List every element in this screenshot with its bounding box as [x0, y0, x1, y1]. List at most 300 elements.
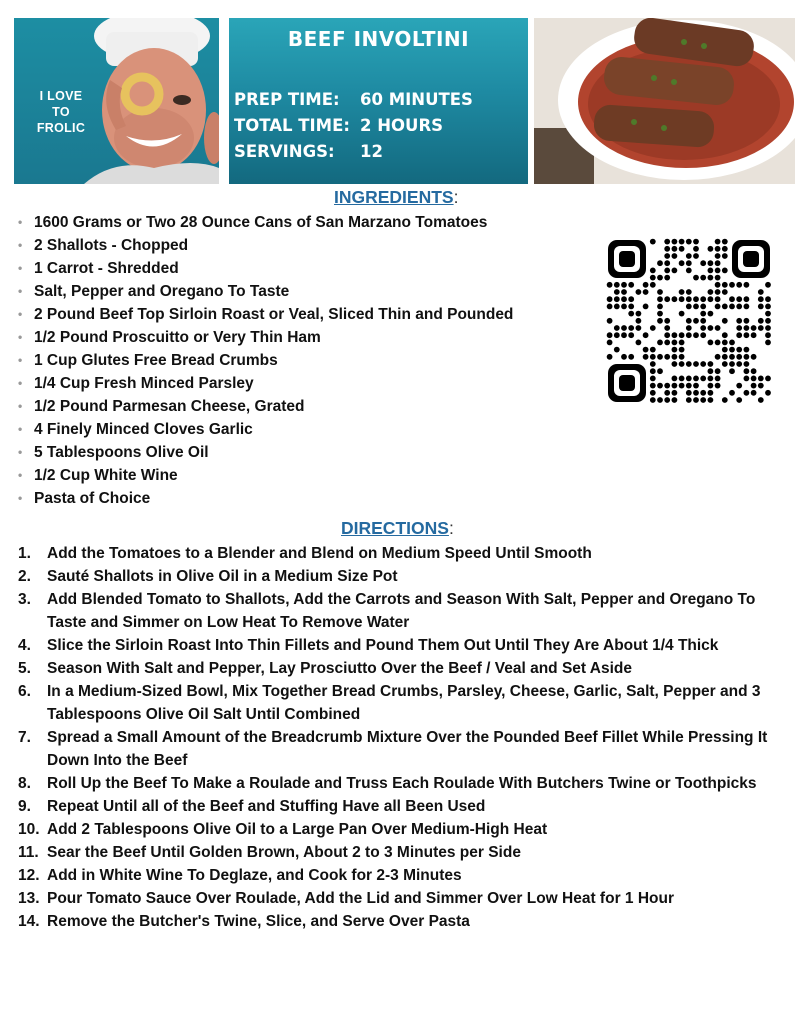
direction-step: 14. Remove the Butcher's Twine, Slice, and Serve Over Pasta [18, 913, 470, 930]
qr-module [664, 275, 670, 281]
qr-module [744, 332, 750, 338]
direction-step: 12. Add in White Wine To Deglaze, and Cook for 2-3 Minutes [18, 867, 462, 884]
prep-time-row [234, 90, 473, 109]
ingredient-text: 1/2 Cup White Wine [34, 467, 178, 484]
qr-module [751, 332, 757, 338]
qr-module [722, 246, 728, 252]
qr-module [621, 296, 627, 302]
qr-module [722, 282, 728, 288]
qr-module [636, 289, 642, 295]
qr-module [722, 347, 728, 353]
qr-module [708, 340, 714, 346]
qr-module [715, 253, 721, 259]
qr-module [636, 340, 642, 346]
direction-step: 4. Slice the Sirloin Roast Into Thin Fillets and Pound Them Out Until They Are About 1/4 Thick [18, 637, 719, 654]
direction-text: Add the Tomatoes to a Blender and Blend on Medium Speed Until Smooth [47, 545, 592, 562]
qr-module [715, 260, 721, 266]
qr-module [657, 296, 663, 302]
qr-module [758, 318, 764, 324]
qr-module [751, 376, 757, 382]
qr-module [722, 340, 728, 346]
direction-text: Spread a Small Amount of the Breadcrumb Mixture Over the Pounded Beef Fillet While Pressing It Down Into the Beef [47, 729, 768, 769]
qr-module [628, 311, 634, 317]
qr-module [758, 289, 764, 295]
qr-module [643, 354, 649, 360]
direction-step: 5. Season With Salt and Pepper, Lay Prosciutto Over the Beef / Veal and Set Aside [18, 660, 633, 677]
qr-module [664, 260, 670, 266]
chef-caption [26, 88, 96, 136]
qr-module [693, 318, 699, 324]
direction-text: Remove the Butcher's Twine, Slice, and Serve Over Pasta [47, 913, 470, 930]
qr-module [664, 340, 670, 346]
qr-module [722, 268, 728, 274]
qr-module [643, 332, 649, 338]
qr-module [765, 296, 771, 302]
qr-module [765, 304, 771, 310]
qr-module [722, 239, 728, 245]
qr-module [693, 397, 699, 403]
ingredient-text: 5 Tablespoons Olive Oil [34, 444, 209, 461]
qr-module [693, 296, 699, 302]
qr-module [679, 289, 685, 295]
qr-module [657, 304, 663, 310]
qr-module [708, 390, 714, 396]
direction-text: Pour Tomato Sauce Over Roulade, Add the Lid and Simmer Over Low Heat for 1 Hour [47, 890, 674, 907]
qr-module [722, 253, 728, 259]
direction-step: 13. Pour Tomato Sauce Over Roulade, Add the Lid and Simmer Over Low Heat for 1 Hour [18, 890, 674, 907]
qr-module [614, 289, 620, 295]
qr-module [715, 383, 721, 389]
qr-module [722, 332, 728, 338]
qr-module [729, 354, 735, 360]
qr-module [708, 325, 714, 331]
qr-module [758, 376, 764, 382]
qr-module [765, 311, 771, 317]
qr-module [679, 383, 685, 389]
qr-module [686, 289, 692, 295]
ingredient-item: • 5 Tablespoons Olive Oil [18, 444, 209, 461]
ingredient-item: • 2 Shallots - Chopped [18, 237, 189, 254]
ingredient-text: Pasta of Choice [34, 490, 151, 507]
total-time-label: TOTAL TIME: [234, 116, 350, 135]
directions-heading: DIRECTIONS: [341, 518, 454, 538]
ingredients-heading: INGREDIENTS: [334, 187, 459, 207]
qr-module [650, 275, 656, 281]
qr-module [664, 296, 670, 302]
qr-module [715, 340, 721, 346]
ingredient-item: • 1/2 Pound Parmesan Cheese, Grated [18, 398, 305, 415]
qr-module [758, 304, 764, 310]
qr-module [614, 332, 620, 338]
qr-module [672, 253, 678, 259]
qr-module [686, 318, 692, 324]
direction-step: 1. Add the Tomatoes to a Blender and Blend on Medium Speed Until Smooth [18, 545, 592, 562]
direction-step: 9. Repeat Until all of the Beef and Stuffing Have all Been Used [18, 798, 486, 815]
qr-module [708, 268, 714, 274]
total-time-value: 2 HOURS [360, 116, 444, 135]
qr-module [708, 275, 714, 281]
direction-step: 3. Add Blended Tomato to Shallots, Add the Carrots and Season With Salt, Pepper and Oregano To Taste and Simmer on Low Heat To Remove Water [18, 591, 756, 631]
qr-module [621, 304, 627, 310]
direction-step: 6. In a Medium-Sized Bowl, Mix Together Bread Crumbs, Parsley, Cheese, Garlic, Salt, Pepper and 3 Tablespoons Olive Oil Salt Until Combined [18, 683, 761, 723]
qr-module [736, 325, 742, 331]
qr-module [643, 347, 649, 353]
qr-module [664, 397, 670, 403]
qr-module [628, 332, 634, 338]
qr-module [715, 296, 721, 302]
ingredient-text: 1/2 Pound Parmesan Cheese, Grated [34, 398, 305, 415]
qr-module [736, 304, 742, 310]
qr-module [729, 368, 735, 374]
qr-module [693, 383, 699, 389]
qr-module [657, 368, 663, 374]
ingredient-text: 4 Finely Minced Cloves Garlic [34, 421, 253, 438]
qr-module [765, 376, 771, 382]
qr-module [679, 260, 685, 266]
qr-module [650, 376, 656, 382]
direction-step: 7. Spread a Small Amount of the Breadcrumb Mixture Over the Pounded Beef Fillet While Pressing It Down Into the Beef [18, 729, 768, 769]
qr-module [686, 296, 692, 302]
qr-module [686, 260, 692, 266]
qr-module [614, 325, 620, 331]
qr-module [729, 361, 735, 367]
qr-module [650, 239, 656, 245]
qr-module [744, 282, 750, 288]
qr-module [672, 268, 678, 274]
qr-module [715, 239, 721, 245]
qr-module [708, 361, 714, 367]
qr-module [664, 239, 670, 245]
qr-module [715, 354, 721, 360]
qr-module [657, 289, 663, 295]
qr-module [679, 354, 685, 360]
ingredients-list [18, 211, 588, 510]
qr-module [607, 296, 613, 302]
qr-module [679, 311, 685, 317]
ingredient-item: • 1/4 Cup Fresh Minced Parsley [18, 375, 254, 392]
qr-module [686, 376, 692, 382]
qr-module [672, 390, 678, 396]
qr-module [686, 304, 692, 310]
qr-module [650, 282, 656, 288]
qr-module [708, 397, 714, 403]
qr-module [722, 397, 728, 403]
qr-module [736, 296, 742, 302]
qr-module [751, 383, 757, 389]
qr-module [700, 275, 706, 281]
qr-module [650, 383, 656, 389]
title-panel [229, 18, 528, 184]
qr-module [607, 304, 613, 310]
qr-module [636, 325, 642, 331]
qr-module [758, 383, 764, 389]
qr-module [736, 361, 742, 367]
qr-module [751, 390, 757, 396]
direction-text: Roll Up the Beef To Make a Roulade and Truss Each Roulade With Butchers Twine or Toothpicks [47, 775, 757, 792]
qr-module [664, 268, 670, 274]
qr-module [679, 296, 685, 302]
qr-module [650, 368, 656, 374]
qr-module [672, 332, 678, 338]
qr-module [614, 304, 620, 310]
qr-module [672, 347, 678, 353]
ingredient-item: • Pasta of Choice [18, 490, 151, 507]
ingredient-text: 1 Carrot - Shredded [34, 260, 179, 277]
qr-module [708, 383, 714, 389]
qr-module [700, 304, 706, 310]
qr-module [672, 239, 678, 245]
qr-module [657, 311, 663, 317]
qr-module [636, 318, 642, 324]
qr-module [700, 318, 706, 324]
qr-module [765, 390, 771, 396]
qr-module [628, 282, 634, 288]
qr-module [693, 275, 699, 281]
qr-module [614, 296, 620, 302]
qr-module [708, 376, 714, 382]
qr-module [736, 354, 742, 360]
qr-module [657, 318, 663, 324]
qr-module [672, 397, 678, 403]
direction-text: Season With Salt and Pepper, Lay Prosciutto Over the Beef / Veal and Set Aside [47, 660, 633, 677]
qr-module [744, 361, 750, 367]
ingredient-item: • 4 Finely Minced Cloves Garlic [18, 421, 253, 438]
qr-module [664, 318, 670, 324]
qr-module [744, 368, 750, 374]
qr-module [679, 376, 685, 382]
direction-text: Slice the Sirloin Roast Into Thin Fillets and Pound Them Out Until They Are About 1/4 Thick [47, 637, 719, 654]
qr-module [700, 376, 706, 382]
ingredient-text: 2 Shallots - Chopped [34, 237, 189, 254]
qr-module [729, 282, 735, 288]
qr-module [650, 347, 656, 353]
direction-text: Repeat Until all of the Beef and Stuffing Have all Been Used [47, 798, 486, 815]
prep-time-label: PREP TIME: [234, 90, 340, 109]
qr-module [708, 260, 714, 266]
qr-module [751, 325, 757, 331]
ingredient-item: • 1 Carrot - Shredded [18, 260, 179, 277]
qr-module [715, 376, 721, 382]
qr-module [765, 332, 771, 338]
directions-heading-text: DIRECTIONS [341, 518, 449, 538]
qr-module [679, 347, 685, 353]
qr-module [650, 354, 656, 360]
qr-module [708, 296, 714, 302]
directions-list [18, 542, 778, 933]
servings-row [234, 142, 383, 161]
qr-module [751, 368, 757, 374]
qr-module [636, 311, 642, 317]
qr-module [643, 289, 649, 295]
qr-module [715, 268, 721, 274]
qr-module [672, 246, 678, 252]
qr-module [708, 246, 714, 252]
ingredient-item: • 1/2 Pound Proscuitto or Very Thin Ham [18, 329, 321, 346]
direction-step: 10. Add 2 Tablespoons Olive Oil to a Large Pan Over Medium-High Heat [18, 821, 548, 838]
qr-module [715, 282, 721, 288]
qr-module [657, 275, 663, 281]
qr-module [722, 354, 728, 360]
qr-module [657, 340, 663, 346]
ingredient-item: • 1 Cup Glutes Free Bread Crumbs [18, 352, 278, 369]
qr-module [607, 354, 613, 360]
qr-module [672, 296, 678, 302]
qr-module [621, 282, 627, 288]
ingredient-item: • 2 Pound Beef Top Sirloin Roast or Veal, Sliced Thin and Pounded [18, 306, 514, 323]
qr-module [715, 368, 721, 374]
qr-module [758, 397, 764, 403]
qr-module [628, 304, 634, 310]
qr-module [693, 376, 699, 382]
qr-module [693, 246, 699, 252]
servings-label: SERVINGS: [234, 142, 335, 161]
ingredient-text: 2 Pound Beef Top Sirloin Roast or Veal, Sliced Thin and Pounded [34, 306, 514, 323]
qr-module [621, 325, 627, 331]
qr-module [700, 296, 706, 302]
dish-illustration [534, 18, 795, 184]
qr-module [679, 239, 685, 245]
qr-module [679, 361, 685, 367]
qr-module [664, 325, 670, 331]
direction-text: Sear the Beef Until Golden Brown, About 2 to 3 Minutes per Side [47, 844, 521, 861]
qr-module [744, 318, 750, 324]
qr-module [736, 318, 742, 324]
qr-module [744, 390, 750, 396]
qr-module [607, 340, 613, 346]
qr-module [693, 253, 699, 259]
qr-module [614, 282, 620, 288]
qr-module [700, 260, 706, 266]
qr-module [686, 390, 692, 396]
chef-caption-line-1: I LOVE [39, 89, 83, 103]
qr-module [614, 347, 620, 353]
qr-module [722, 304, 728, 310]
ingredient-text: 1 Cup Glutes Free Bread Crumbs [34, 352, 278, 369]
qr-module [708, 368, 714, 374]
dish-photo [534, 18, 795, 184]
qr-module [664, 354, 670, 360]
ingredient-item: • 1600 Grams or Two 28 Ounce Cans of San Marzano Tomatoes [18, 214, 488, 231]
qr-module [628, 325, 634, 331]
qr-module [607, 332, 613, 338]
qr-module [657, 260, 663, 266]
ingredient-text: 1/4 Cup Fresh Minced Parsley [34, 375, 254, 392]
direction-step: 11. Sear the Beef Until Golden Brown, About 2 to 3 Minutes per Side [18, 844, 521, 861]
qr-module [700, 332, 706, 338]
qr-module [729, 340, 735, 346]
qr-module [628, 296, 634, 302]
qr-module [672, 361, 678, 367]
ingredients-heading-text: INGREDIENTS [334, 187, 454, 207]
qr-module [736, 383, 742, 389]
qr-module [679, 246, 685, 252]
qr-module [686, 397, 692, 403]
qr-module [722, 289, 728, 295]
qr-module [686, 325, 692, 331]
qr-module [679, 332, 685, 338]
qr-module [686, 361, 692, 367]
qr-module [744, 354, 750, 360]
qr-module [664, 383, 670, 389]
qr-module [650, 397, 656, 403]
direction-text: Add in White Wine To Deglaze, and Cook for 2-3 Minutes [47, 867, 462, 884]
qr-module [744, 376, 750, 382]
direction-text: Sauté Shallots in Olive Oil in a Medium Size Pot [47, 568, 398, 585]
qr-module [715, 325, 721, 331]
qr-module [700, 390, 706, 396]
direction-step: 8. Roll Up the Beef To Make a Roulade and Truss Each Roulade With Butchers Twine or Toothpicks [18, 775, 757, 792]
servings-value: 12 [360, 142, 383, 161]
qr-module [751, 354, 757, 360]
qr-module [715, 304, 721, 310]
qr-module [672, 383, 678, 389]
qr-module [700, 361, 706, 367]
qr-module [657, 397, 663, 403]
qr-module [736, 282, 742, 288]
qr-module [765, 340, 771, 346]
qr-module [744, 347, 750, 353]
chef-caption-line-3: FROLIC [36, 121, 86, 135]
qr-module [765, 325, 771, 331]
ingredient-text: 1/2 Pound Proscuitto or Very Thin Ham [34, 329, 321, 346]
qr-code-icon[interactable] [606, 238, 772, 404]
qr-module [672, 376, 678, 382]
qr-module [736, 347, 742, 353]
qr-module [664, 390, 670, 396]
qr-module [650, 390, 656, 396]
qr-module [693, 332, 699, 338]
qr-module [628, 354, 634, 360]
chef-caption-line-2: TO [52, 105, 70, 119]
qr-module [736, 397, 742, 403]
qr-module [643, 282, 649, 288]
qr-module [672, 354, 678, 360]
qr-module [686, 239, 692, 245]
qr-module [693, 361, 699, 367]
qr-module [715, 246, 721, 252]
qr-module [693, 390, 699, 396]
qr-module [672, 340, 678, 346]
qr-module [650, 325, 656, 331]
qr-module [744, 325, 750, 331]
total-time-row [234, 116, 443, 135]
qr-module [679, 340, 685, 346]
qr-module [686, 383, 692, 389]
qr-module [715, 289, 721, 295]
ingredient-text: Salt, Pepper and Oregano To Taste [34, 283, 290, 300]
qr-module [607, 282, 613, 288]
qr-module [686, 253, 692, 259]
qr-module [736, 332, 742, 338]
qr-module [621, 289, 627, 295]
direction-step: 2. Sauté Shallots in Olive Oil in a Medium Size Pot [18, 568, 398, 585]
qr-module [700, 325, 706, 331]
qr-module [708, 289, 714, 295]
qr-module [643, 304, 649, 310]
ingredient-text: 1600 Grams or Two 28 Ounce Cans of San Marzano Tomatoes [34, 214, 488, 231]
qr-module [722, 361, 728, 367]
qr-module [758, 325, 764, 331]
qr-module [744, 304, 750, 310]
qr-module [758, 296, 764, 302]
qr-module [729, 304, 735, 310]
qr-module [621, 354, 627, 360]
prep-time-value: 60 MINUTES [360, 90, 473, 109]
direction-text: Add Blended Tomato to Shallots, Add the Carrots and Season With Salt, Pepper and Oregano To Taste and Simmer on Low Heat To Remove Water [47, 591, 756, 631]
qr-module [729, 347, 735, 353]
qr-module [729, 390, 735, 396]
qr-module [664, 332, 670, 338]
